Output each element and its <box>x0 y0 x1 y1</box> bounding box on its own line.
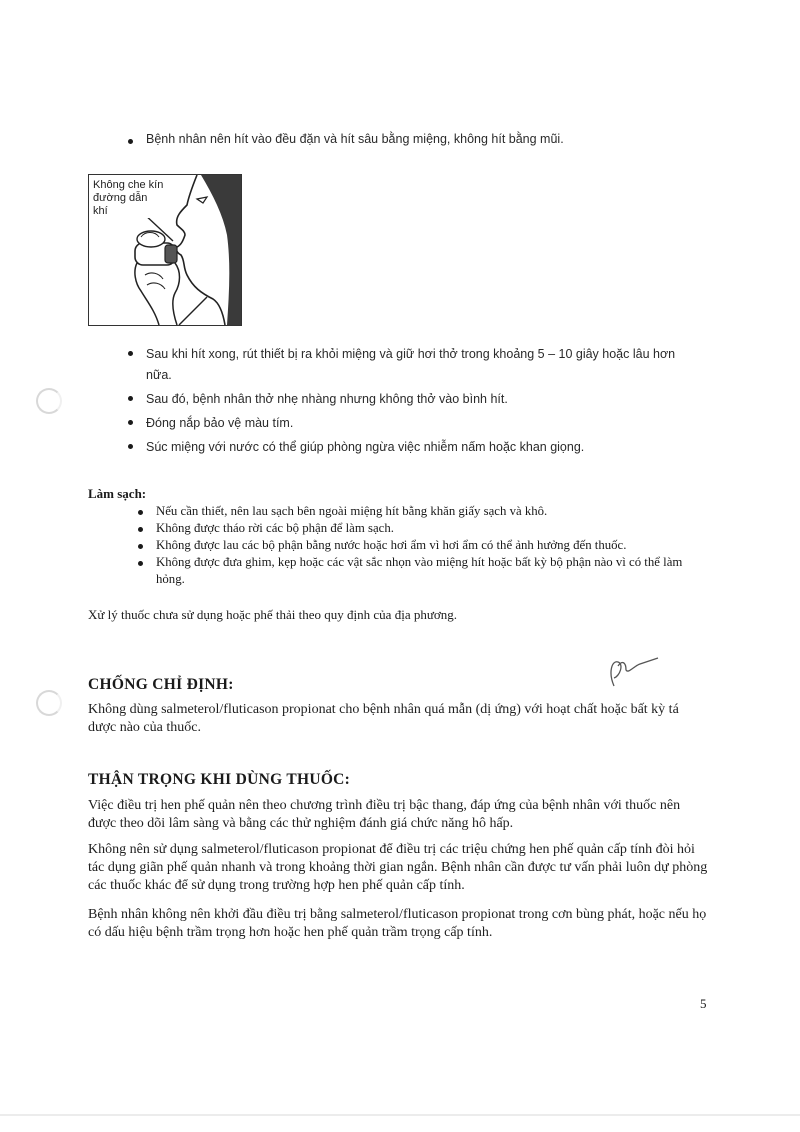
list-item: Đóng nắp bảo vệ màu tím. <box>126 413 701 434</box>
bullet-list-inhalation <box>126 344 701 458</box>
punch-hole-icon <box>36 690 62 716</box>
precautions-paragraph-3: Bệnh nhân không nên khởi đầu điều trị bằng salmeterol/fluticason propionat trong cơn bùng phát, hoặc nếu họ có dấu hiệu bệnh trầm trọng hơn hoặc hen phế quản trầm trọng cấp tính. <box>88 907 707 940</box>
list-item: Không được lau các bộ phận bằng nước hoặc hơi ẩm vì hơi ẩm có thể ảnh hưởng đến thuốc. <box>136 537 696 554</box>
list-item: Không được đưa ghim, kẹp hoặc các vật sắc nhọn vào miệng hít hoặc bất kỳ bộ phận nào vì có thể làm hỏng. <box>136 554 696 588</box>
list-item: Sau đó, bệnh nhân thở nhẹ nhàng nhưng không thở vào bình hít. <box>126 389 701 410</box>
list-item: Nếu cần thiết, nên lau sạch bên ngoài miệng hít bằng khăn giấy sạch và khô. <box>136 503 696 520</box>
precautions-paragraph-2: Không nên sử dụng salmeterol/fluticason propionat để điều trị các triệu chứng hen phế quản cấp tính đòi hỏi tác dụng giãn phế quản nhanh và trong khoảng thời gian ngắn. Bệnh nhân cần được tư vấn phải luôn dự phòng các thuốc khác để sử dụng trong trường hợp hen phế quản cấp tính. <box>88 842 708 893</box>
cleaning-list <box>136 503 696 588</box>
contraindications-heading: CHỐNG CHỈ ĐỊNH: <box>88 676 234 693</box>
page-number: 5 <box>700 996 707 1011</box>
disposal-note: Xử lý thuốc chưa sử dụng hoặc phế thải theo quy định của địa phương. <box>88 607 458 622</box>
list-item: Sau khi hít xong, rút thiết bị ra khỏi miệng và giữ hơi thở trong khoảng 5 – 10 giây hoặc lâu hơn nữa. <box>126 344 701 386</box>
handwritten-initial-icon <box>604 652 664 692</box>
inhaler-illustration <box>88 174 242 326</box>
precautions-heading: THẬN TRỌNG KHI DÙNG THUỐC: <box>88 771 351 788</box>
list-item: Bệnh nhân nên hít vào đều đặn và hít sâu bằng miệng, không hít bằng mũi. <box>126 132 726 146</box>
punch-hole-icon <box>36 388 62 414</box>
bullet-list-top <box>126 132 726 146</box>
precautions-paragraph-1: Việc điều trị hen phế quản nên theo chương trình điều trị bậc thang, đáp ứng của bệnh nhân với thuốc nên được theo dõi lâm sàng và bằng các thử nghiệm đánh giá chức năng hô hấp. <box>88 798 681 831</box>
contraindications-text: Không dùng salmeterol/fluticason propionat cho bệnh nhân quá mẫn (dị ứng) với hoạt chất hoặc bất kỳ tá dược nào của thuốc. <box>88 702 679 735</box>
list-item: Không được tháo rời các bộ phận để làm sạch. <box>136 520 696 537</box>
list-item: Súc miệng với nước có thể giúp phòng ngừa việc nhiễm nấm hoặc khan giọng. <box>126 437 701 458</box>
figure-label: Không che kín đường dẫn khí <box>93 179 164 217</box>
scan-edge <box>0 1114 800 1116</box>
cleaning-title: Làm sạch: <box>88 486 147 501</box>
